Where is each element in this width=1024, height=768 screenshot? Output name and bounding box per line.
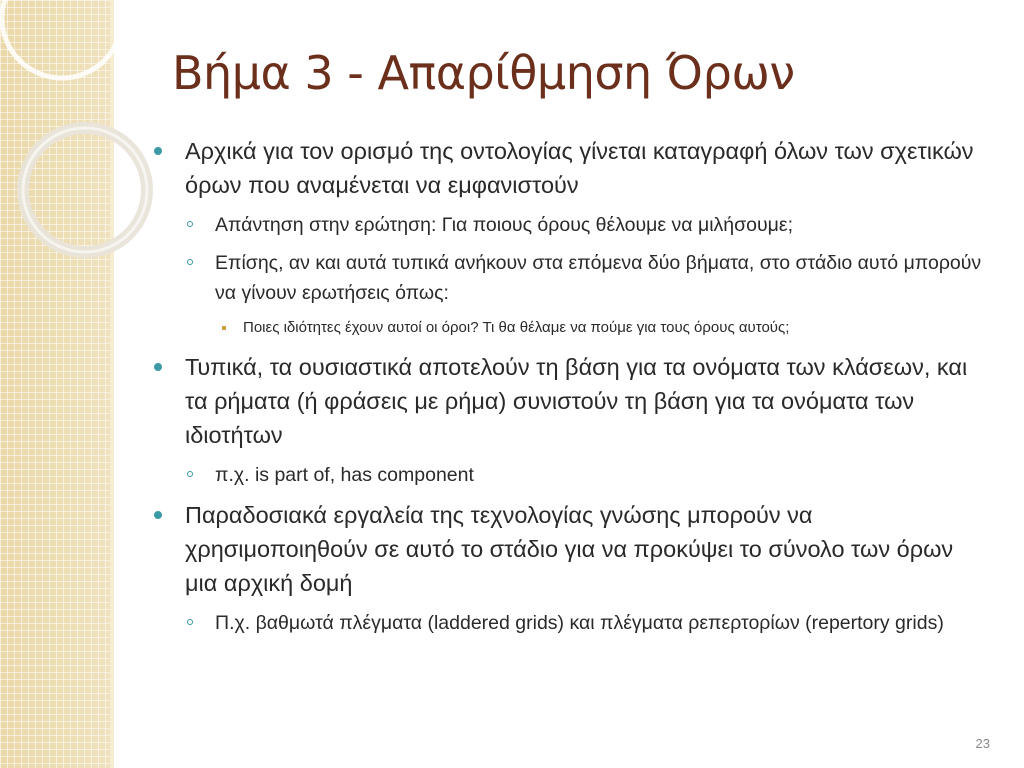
bullet-text: Επίσης, αν και αυτά τυπικά ανήκουν στα επόμενα δύο βήματα, στο στάδιο αυτό μπορούν να γίνουν ερωτήσεις όπως: (215, 252, 982, 304)
bullet-level2-2-1 (152, 460, 992, 490)
slide-title: Βήμα 3 - Απαρίθμηση Όρων (172, 46, 795, 100)
bullet-level2-1-1 (152, 210, 992, 240)
page-number: 23 (975, 736, 990, 751)
bullet-text: Απάντηση στην ερώτηση: Για ποιους όρους θέλουμε να μιλήσουμε; (215, 214, 794, 236)
decorative-circles (0, 0, 160, 300)
bullet-level1-2 (152, 350, 992, 452)
bullet-level1-3 (152, 498, 992, 600)
bullet-text: Π.χ. βαθμωτά πλέγματα (laddered grids) και πλέγματα ρεπερτορίων (repertory grids) (215, 612, 944, 634)
bullet-level1-1 (152, 134, 992, 202)
hollow-circle-bullet-icon (187, 259, 193, 265)
hollow-circle-bullet-icon (187, 471, 193, 477)
bullet-text: Αρχικά για τον ορισμό της οντολογίας γίνεται καταγραφή όλων των σχετικών όρων που αναμένεται να εμφανιστούν (185, 138, 974, 198)
filled-circle-bullet-icon (154, 363, 162, 371)
bullet-level2-1-2 (152, 248, 992, 308)
hollow-circle-bullet-icon (187, 619, 193, 625)
hollow-circle-bullet-icon (187, 221, 193, 227)
filled-circle-bullet-icon (154, 511, 162, 519)
bullet-text: Τυπικά, τα ουσιαστικά αποτελούν τη βάση για τα ονόματα των κλάσεων, και τα ρήματα (ή φράσεις με ρήμα) συνιστούν τη βάση για τα ονόματα των ιδιοτήτων (185, 354, 968, 448)
bullet-text: π.χ. is part of, has component (215, 464, 474, 486)
slide-content (152, 134, 992, 646)
bullet-level2-3-1 (152, 608, 992, 638)
bullet-text: Ποιες ιδιότητες έχουν αυτοί οι όροι? Τι θα θέλαμε να πούμε για τους όρους αυτούς; (243, 319, 790, 336)
filled-circle-bullet-icon (154, 147, 162, 155)
square-bullet-icon (222, 326, 226, 330)
bullet-text: Παραδοσιακά εργαλεία της τεχνολογίας γνώσης μπορούν να χρησιμοποιηθούν σε αυτό το στάδιο για να προκύψει το σύνολο των όρων μια αρχική δομή (185, 502, 954, 596)
bullet-level3-1-2-1 (152, 316, 992, 340)
